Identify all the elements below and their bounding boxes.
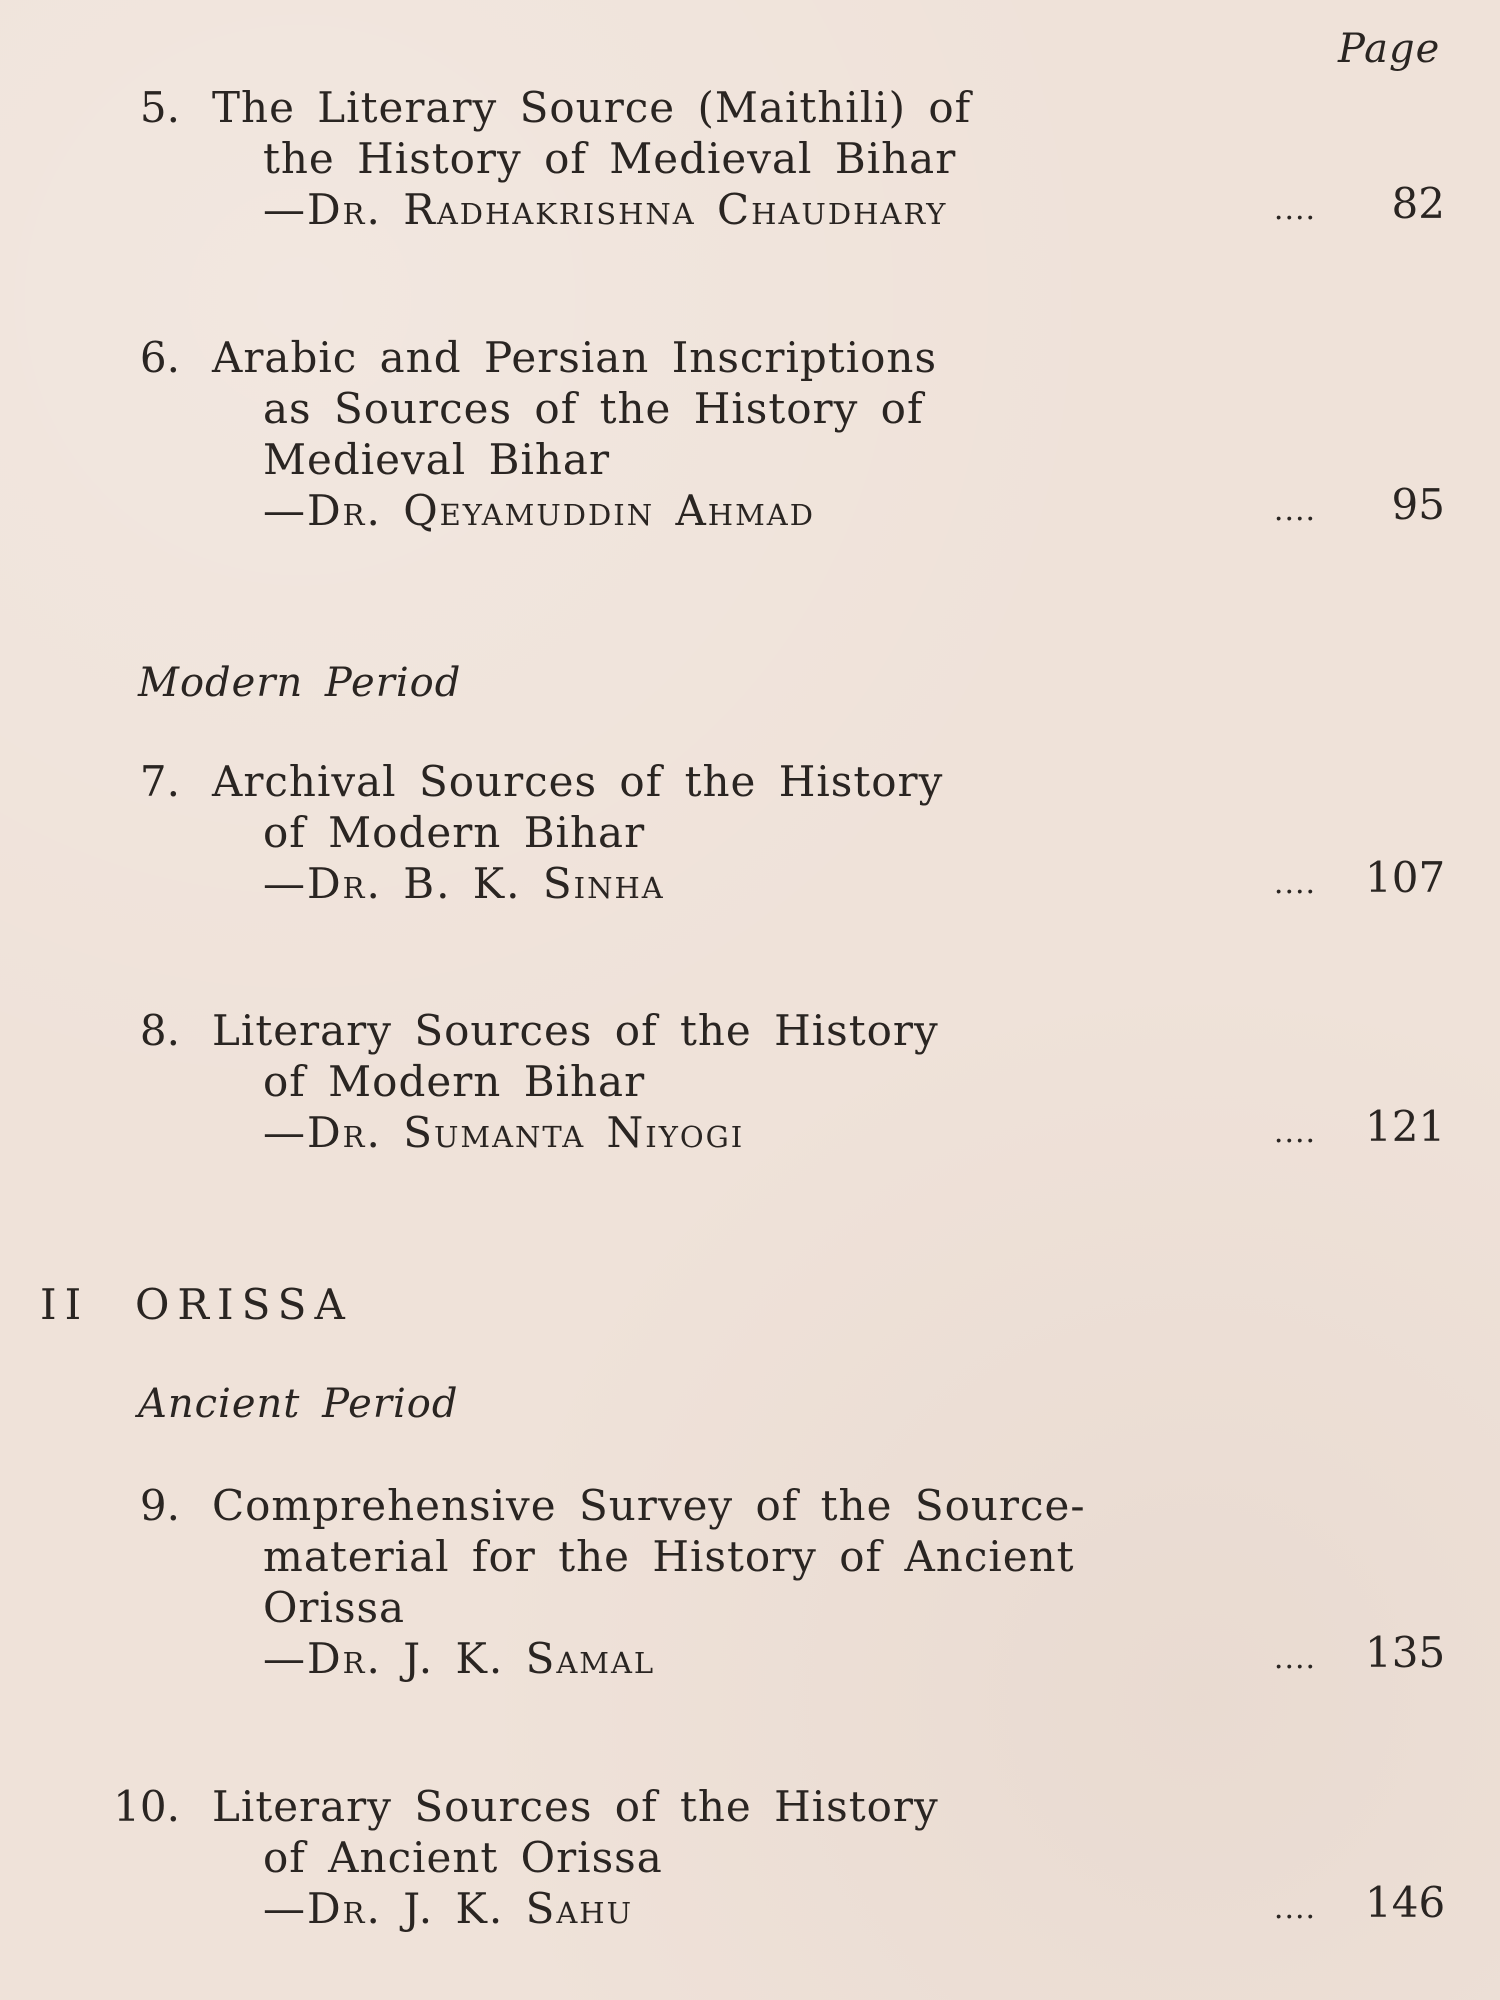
section-roman-numeral: II	[40, 1280, 90, 1329]
leader-dots: ....	[1273, 192, 1317, 227]
entry-author: —Dr. J. K. Samal	[263, 1634, 656, 1683]
entry-number: 5.	[139, 83, 180, 132]
entry-title-line: of Ancient Orissa	[263, 1833, 663, 1882]
leader-dots: ....	[1273, 1891, 1317, 1926]
entry-page-number: 95	[1391, 480, 1445, 529]
leader-dots: ....	[1273, 1115, 1317, 1150]
entry-author: —Dr. J. K. Sahu	[263, 1884, 634, 1933]
entry-title-line: as Sources of the History of	[263, 384, 924, 433]
entry-page-number: 121	[1365, 1102, 1446, 1151]
entry-page-number: 107	[1365, 853, 1446, 902]
page-column-label: Page	[1338, 26, 1441, 72]
entry-author: —Dr. Sumanta Niyogi	[263, 1108, 745, 1157]
leader-dots: ....	[1273, 493, 1317, 528]
entry-number: 7.	[139, 757, 180, 806]
entry-title-line: of Modern Bihar	[263, 1057, 646, 1106]
entry-title-line: Literary Sources of the History	[212, 1782, 939, 1831]
entry-title-line: Comprehensive Survey of the Source-	[212, 1481, 1086, 1530]
entry-title-line: of Modern Bihar	[263, 808, 646, 857]
entry-title-line: Orissa	[263, 1583, 406, 1632]
entry-number: 6.	[139, 333, 180, 382]
section-heading-orissa	[40, 1280, 353, 1329]
entry-author: —Dr. Radhakrishna Chaudhary	[263, 185, 948, 234]
entry-page-number: 82	[1391, 179, 1445, 228]
entry-number: 8.	[139, 1006, 180, 1055]
entry-title-line: Arabic and Persian Inscriptions	[212, 333, 938, 382]
entry-author: —Dr. B. K. Sinha	[263, 859, 665, 908]
entry-author: —Dr. Qeyamuddin Ahmad	[263, 486, 815, 535]
entry-title-line: Medieval Bihar	[263, 435, 611, 484]
leader-dots: ....	[1273, 866, 1317, 901]
period-heading-modern: Modern Period	[138, 660, 462, 706]
section-title: ORISSA	[135, 1280, 353, 1329]
entry-number: 9.	[139, 1481, 180, 1530]
entry-title-line: The Literary Source (Maithili) of	[212, 83, 972, 132]
entry-page-number: 146	[1365, 1878, 1446, 1927]
entry-title-line: the History of Medieval Bihar	[263, 134, 957, 183]
entry-title-line: material for the History of Ancient	[263, 1532, 1075, 1581]
period-heading-ancient: Ancient Period	[138, 1381, 459, 1427]
entry-title-line: Archival Sources of the History	[212, 757, 944, 806]
entry-number: 10.	[113, 1782, 180, 1831]
entry-title-line: Literary Sources of the History	[212, 1006, 939, 1055]
leader-dots: ....	[1273, 1641, 1317, 1676]
entry-page-number: 135	[1365, 1628, 1446, 1677]
